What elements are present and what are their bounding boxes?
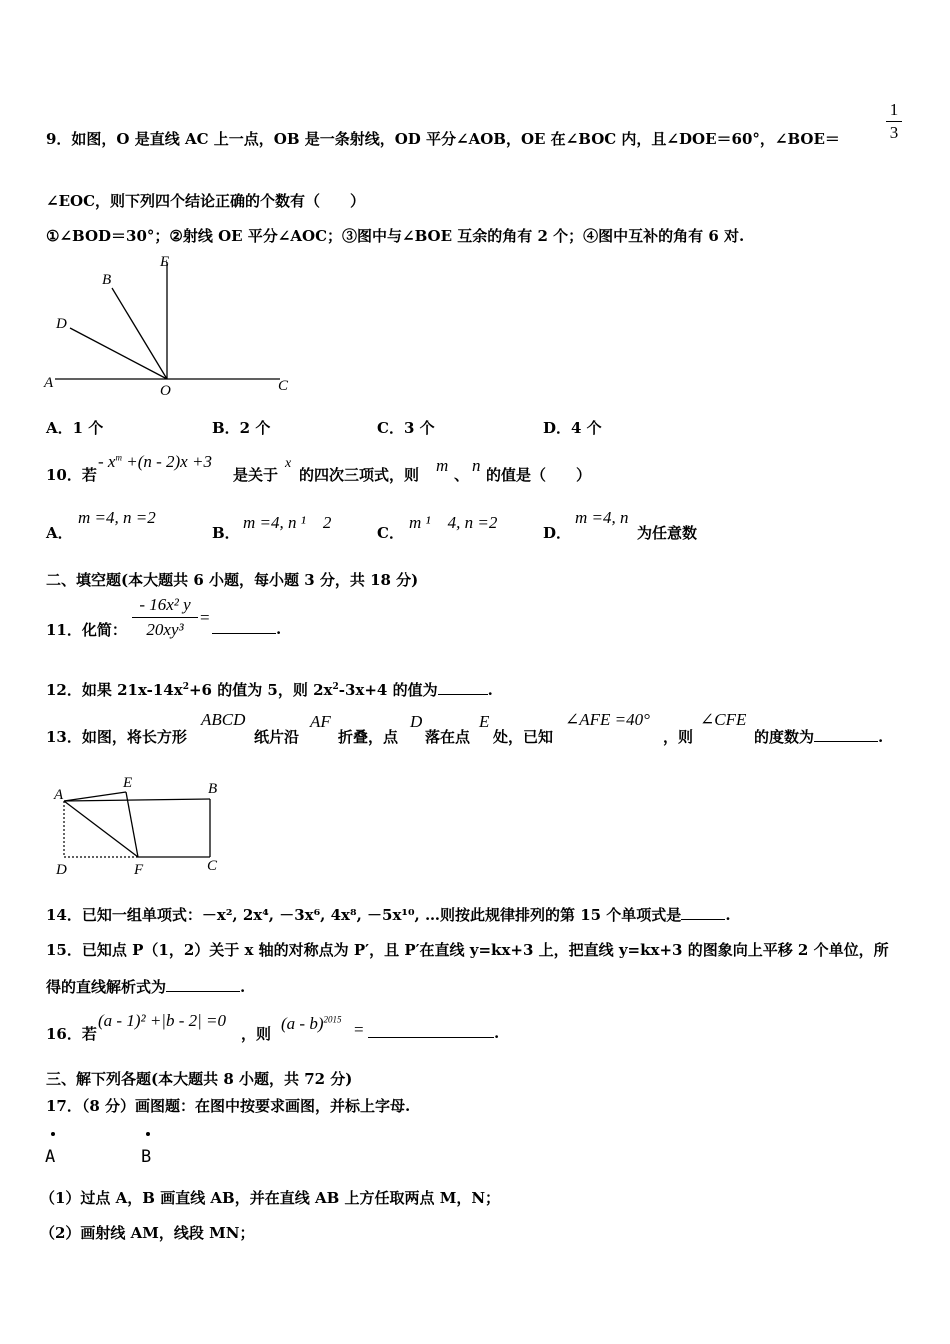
q14-body: 14．已知一组单项式：－x², 2x⁴, －3x⁶, 4x⁸, －5x¹⁰, …则按此规律排列的第 15 个单项式是: [46, 906, 682, 924]
q9-fraction: [886, 100, 902, 143]
q17-sub2: （2）画射线 AM，线段 MN；: [40, 1224, 255, 1242]
q10-option-c-label: C．: [377, 524, 404, 542]
q12-text3: -3x+4 的值为: [338, 681, 438, 699]
q17-point-a-dot: [49, 1130, 57, 1138]
section2-heading: 二、填空题(本大题共 6 小题，每小题 3 分，共 18 分): [46, 571, 419, 589]
q10-sep: 、: [454, 466, 470, 484]
label-e: E: [160, 254, 170, 270]
q16-answer: [368, 1023, 499, 1042]
label-e: E: [123, 775, 133, 791]
q17-point-b-dot: [144, 1130, 152, 1138]
q10-mid2: 的四次三项式，则: [299, 466, 420, 484]
q13-t5: 处，已知: [493, 728, 554, 746]
q10-expr-rest: +(n - 2)x +3: [121, 452, 212, 471]
q13-m5: ∠AFE =40°: [565, 710, 650, 729]
q10-option-a-math: m =4, n =2: [78, 508, 156, 527]
label-o: O: [160, 383, 171, 399]
q12-text2: +6 的值为 5，则 2x: [188, 681, 333, 699]
label-c: C: [207, 858, 218, 874]
label-b: B: [102, 272, 112, 288]
q10-var-n: n: [472, 456, 481, 475]
q13-answer-blank[interactable]: [814, 727, 878, 742]
q13-m3: D: [410, 712, 423, 731]
q13-t3: 折叠，点: [338, 728, 399, 746]
q10-mid: 是关于: [233, 466, 279, 484]
edge-ab: [64, 799, 210, 801]
q12-text: [46, 679, 493, 700]
q16-condition: (a - 1)² +|b - 2| =0: [98, 1011, 227, 1030]
q11-equals: =: [200, 608, 210, 627]
q12-sup2: 2: [332, 682, 339, 692]
q9-line2: ∠EOC，则下列四个结论正确的个数有（ ）: [46, 192, 366, 210]
q13-end: .: [878, 728, 884, 746]
section3-heading: 三、解下列各题(本大题共 8 小题，共 72 分): [46, 1070, 353, 1088]
q9-option-d: D．4 个: [543, 419, 602, 437]
q13-m4: E: [479, 712, 490, 731]
q13-t1: 13．如图，将长方形: [46, 728, 187, 746]
q11-denominator: 20xy³: [146, 620, 184, 639]
q9-fraction-bar: [886, 121, 902, 122]
label-a: A: [54, 787, 64, 803]
q10-option-d-label: D．: [543, 524, 572, 542]
q9-option-c: C．3 个: [377, 419, 435, 437]
label-d: D: [56, 862, 67, 878]
q17-sub1: （1）过点 A，B 画直线 AB，并在直线 AB 上方任取两点 M，N；: [40, 1189, 501, 1207]
q9-line1: 9．如图，O 是直线 AC 上一点，OB 是一条射线，OD 平分∠AOB，OE 在∠BOC 内，且∠DOE＝60°，∠BOE＝: [46, 130, 840, 148]
q10-suffix: 的值是（ ）: [486, 466, 592, 484]
q14-end: .: [725, 906, 731, 924]
q13-t7: 的度数为: [754, 728, 815, 746]
edge-ef: [126, 792, 138, 857]
q16-expression: [281, 1014, 341, 1034]
q10-option-c-math: m ¹ 4, n =2: [409, 513, 498, 532]
q9-option-b: B．2 个: [212, 419, 271, 437]
q13-tail: [754, 726, 883, 747]
ray-od: [70, 328, 167, 379]
q15-line1: 15．已知点 P（1，2）关于 x 轴的对称点为 P′，且 P′在直线 y=kx+3 上，把直线 y=kx+3 的图象向上平移 2 个单位，所: [46, 941, 889, 959]
q17-point-b-label: B: [141, 1147, 152, 1167]
q16-base: (a - b): [281, 1014, 324, 1033]
q13-m2: AF: [310, 712, 331, 731]
q10-expr-lead: - x: [98, 452, 116, 471]
q13-m6: ∠CFE: [700, 710, 747, 729]
label-c: C: [278, 378, 289, 394]
q10-var-m: m: [436, 456, 449, 475]
q9-angle-figure: [40, 250, 310, 400]
q12-text1: 12．如果 21x-14x: [46, 681, 183, 699]
q13-t2: 纸片沿: [254, 728, 300, 746]
q13-t6: ，则: [663, 728, 694, 746]
q10-polynomial: [98, 452, 212, 472]
q15-answer-blank[interactable]: [166, 977, 240, 992]
q9-fraction-den: 3: [889, 123, 899, 142]
q16-answer-blank[interactable]: [368, 1023, 494, 1038]
label-d: D: [56, 316, 67, 332]
q11-prefix: 11．化简：: [46, 621, 127, 639]
q16-end: .: [494, 1024, 500, 1042]
q16-prefix: 16．若: [46, 1025, 97, 1043]
q15-line2-text: 得的直线解析式为: [46, 978, 167, 996]
q10-option-d-math: m =4, n: [575, 508, 629, 527]
ray-ob: [112, 288, 167, 379]
label-b: B: [208, 781, 218, 797]
q9-line3: ①∠BOD＝30°；②射线 OE 平分∠AOC；③图中与∠BOE 互余的角有 2 个；④图中互补的角有 6 对.: [46, 227, 745, 245]
q13-t4: 落在点: [425, 728, 471, 746]
q12-end: .: [487, 681, 493, 699]
label-f: F: [134, 862, 144, 878]
q11-answer: [212, 619, 281, 638]
q10-option-d-suffix: 为任意数: [637, 524, 698, 542]
label-a: A: [44, 375, 54, 391]
q11-fraction-bar: [132, 617, 198, 618]
q14-answer-blank[interactable]: [681, 905, 725, 920]
q10-expr-exponent: m: [115, 452, 122, 463]
q11-numerator: - 16x² y: [139, 595, 191, 614]
q14-text: [46, 904, 731, 925]
q10-option-b-math: m =4, n ¹ 2: [243, 513, 332, 532]
q16-equals: =: [354, 1020, 364, 1039]
q10-prefix: 10．若: [46, 466, 97, 484]
q15-end: .: [240, 978, 246, 996]
q13-rectangle-figure: [50, 770, 230, 878]
q11-end: .: [276, 620, 282, 638]
q12-sup1: 2: [182, 682, 189, 692]
q10-option-b-label: B．: [212, 524, 240, 542]
q16-mid: ，则: [241, 1025, 272, 1043]
q9-option-a: A．1 个: [46, 419, 104, 437]
q15-line2: [46, 976, 245, 997]
q11-answer-blank[interactable]: [212, 619, 276, 634]
q17-title: 17．（8 分）画图题：在图中按要求画图，并标上字母.: [46, 1097, 411, 1115]
q16-exponent: 2015: [323, 1014, 342, 1025]
q9-fraction-num: 1: [889, 100, 899, 119]
q10-var-x: x: [285, 456, 292, 471]
q12-answer-blank[interactable]: [438, 680, 488, 695]
fold-line-af: [64, 801, 138, 857]
q17-point-a-label: A: [45, 1147, 56, 1167]
q10-option-a-label: A．: [46, 524, 73, 542]
q13-m1: ABCD: [201, 710, 246, 729]
q11-fraction: [132, 595, 198, 640]
